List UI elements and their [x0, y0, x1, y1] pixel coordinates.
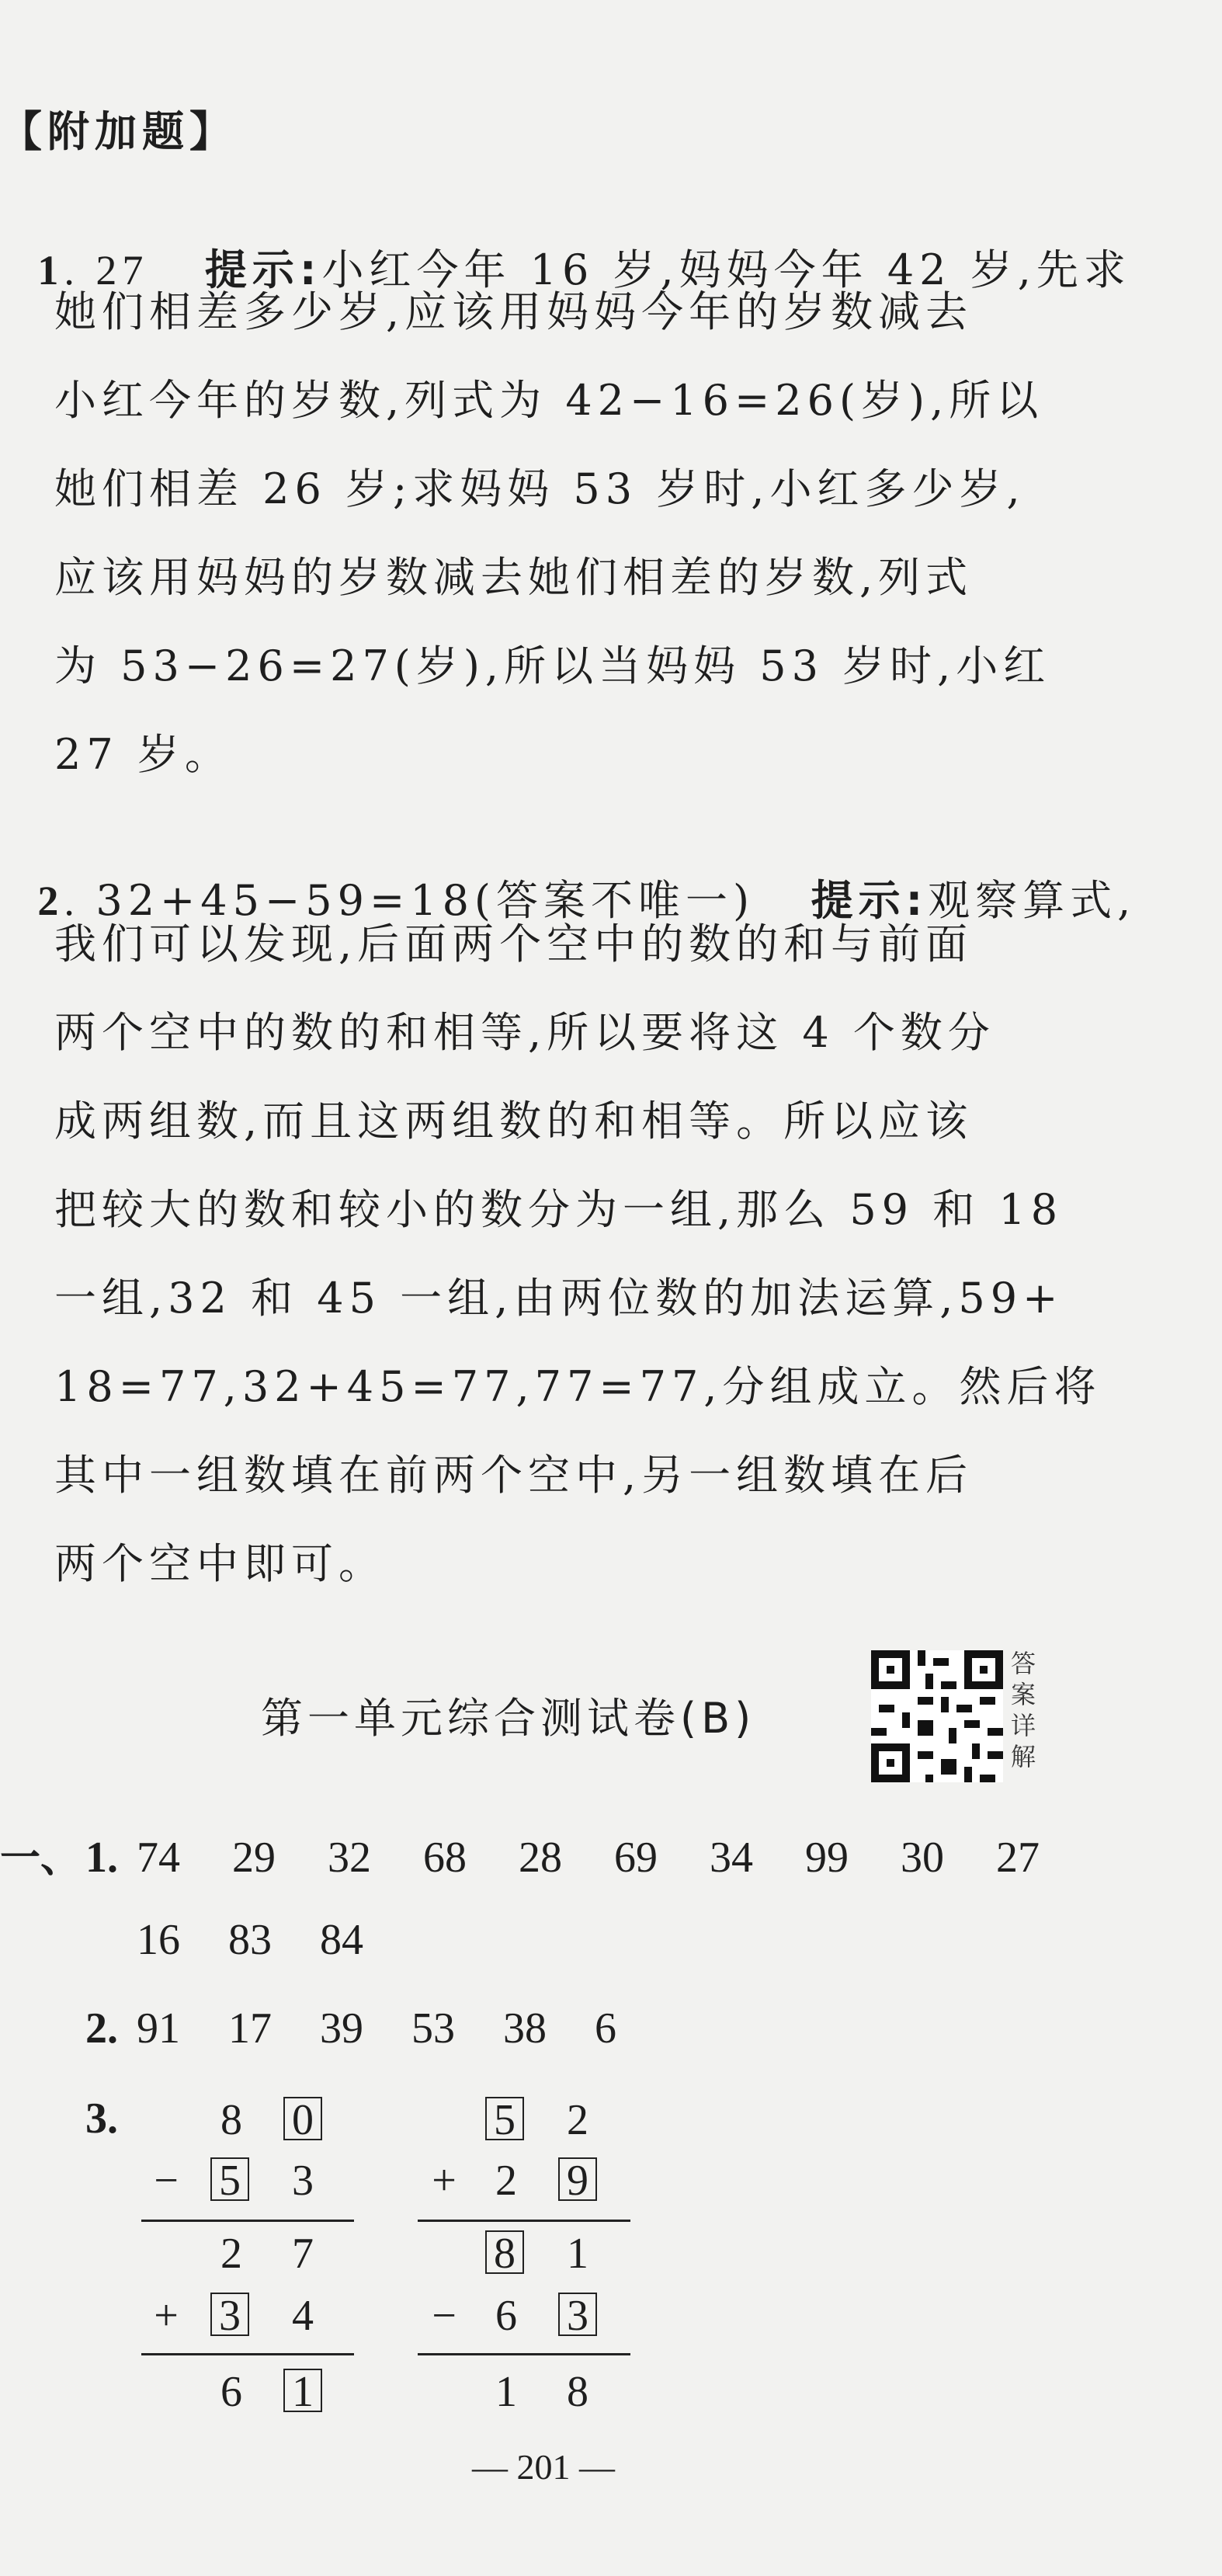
answer-value: 27: [996, 1834, 1040, 1882]
q2-line: 两个空中的数的和相等,所以要将这 4 个数分: [54, 1008, 995, 1057]
calc-cell: 4: [292, 2292, 314, 2340]
q2-line: 18=77,32+45=77,77=77,分组成立。然后将: [54, 1362, 1102, 1411]
calc-cell: 6: [495, 2292, 517, 2340]
calc-cell: 7: [292, 2230, 314, 2278]
part1-label: 一、: [0, 1835, 82, 1882]
q1-number: 1: [37, 247, 64, 294]
answer-value: 74: [137, 1834, 180, 1882]
calc-cell: [483, 2230, 526, 2277]
q2-number: 2: [37, 878, 64, 924]
part1-q1-row2: [137, 1915, 411, 1965]
calc-operator: +: [154, 2292, 179, 2340]
calc-cell: 2: [220, 2230, 242, 2278]
unit-title: 第一单元综合测试卷(B): [261, 1694, 756, 1743]
calc-divider: [418, 2220, 630, 2222]
answer-value: 91: [137, 2004, 180, 2053]
calc-cell: [208, 2157, 252, 2204]
part1-q3-label: [85, 2094, 118, 2143]
calc-cell: [556, 2293, 599, 2339]
answer-box: 0: [283, 2097, 322, 2140]
answer-value: 68: [423, 1834, 467, 1882]
calc-cell: 6: [220, 2368, 242, 2416]
section-heading-extra: 【附加题】: [0, 107, 237, 156]
answer-value: 69: [614, 1834, 658, 1882]
q1-line: 为 53−26=27(岁),所以当妈妈 53 岁时,小红: [54, 641, 1051, 690]
answer-value: 6: [595, 2004, 616, 2053]
calc-cell: 2: [495, 2157, 517, 2205]
answer-box: 9: [558, 2157, 597, 2201]
part1-q2-number: 2.: [85, 2004, 118, 2053]
calc-cell: 8: [220, 2096, 242, 2144]
calc-cell: 1: [567, 2230, 588, 2278]
qr-code[interactable]: [871, 1650, 1003, 1782]
answer-value: 38: [503, 2004, 547, 2053]
calc-divider: [418, 2353, 630, 2355]
calc-operator: −: [154, 2157, 179, 2205]
answer-box: 3: [210, 2293, 249, 2336]
q1-line: 她们相差 26 岁;求妈妈 53 岁时,小红多少岁,: [54, 464, 1026, 513]
answer-value: 53: [411, 2004, 455, 2053]
q2-line: 两个空中即可。: [54, 1539, 386, 1588]
q2-first-line: 2. 32+45−59=18(答案不唯一) 提示:观察算式,: [37, 876, 1137, 925]
part1-q3-number: 3.: [85, 2095, 118, 2143]
answer-box: 8: [485, 2230, 524, 2274]
answer-value: 99: [805, 1834, 849, 1882]
answer-value: 16: [137, 1916, 180, 1964]
calc-operator: +: [432, 2157, 457, 2205]
q2-hint-label: 提示: [811, 876, 906, 925]
q1-line: 27 岁。: [54, 730, 232, 779]
q2-line: 把较大的数和较小的数分为一组,那么 59 和 18: [54, 1185, 1064, 1234]
calc-cell: [483, 2097, 526, 2143]
calc-cell: 2: [567, 2096, 588, 2144]
answer-box: 1: [283, 2369, 322, 2412]
part1-q2-row: [85, 2004, 641, 2053]
q2-line: 成两组数,而且这两组数的和相等。所以应该: [54, 1097, 974, 1145]
answer-value: 17: [228, 2004, 272, 2053]
calc-cell: [556, 2157, 599, 2204]
answer-value: 84: [320, 1916, 363, 1964]
calc-operator: −: [432, 2292, 457, 2340]
q2-line: 一组,32 和 45 一组,由两位数的加法运算,59+: [54, 1274, 1064, 1323]
calc-cell: [208, 2293, 252, 2339]
q2-line: 我们可以发现,后面两个空中的数的和与前面: [54, 920, 974, 968]
q1-hint-label: 提示: [204, 245, 300, 294]
page-number: — 201 —: [472, 2447, 615, 2487]
q1-answer: 27: [95, 247, 149, 294]
part1-q1-row1: [0, 1825, 1087, 1883]
q1-line: 她们相差多少岁,应该用妈妈今年的岁数减去: [54, 287, 974, 336]
q2-line: 其中一组数填在前两个空中,另一组数填在后: [54, 1451, 974, 1500]
answer-box: 5: [210, 2157, 249, 2201]
calc-cell: [281, 2369, 325, 2415]
part1-q1-number: 1.: [85, 1834, 118, 1882]
answer-value: 34: [710, 1834, 753, 1882]
answer-value: 83: [228, 1916, 272, 1964]
answer-box: 5: [485, 2097, 524, 2140]
qr-code-graphic: [871, 1650, 1003, 1782]
q2-line: 观察算式,: [928, 876, 1137, 925]
qr-caption: 答案详解: [1011, 1649, 1036, 1771]
q1-line: 应该用妈妈的岁数减去她们相差的岁数,列式: [54, 553, 974, 602]
answer-value: 32: [328, 1834, 371, 1882]
calc-cell: 3: [292, 2157, 314, 2205]
q1-line: 小红今年 16 岁,妈妈今年 42 岁,先求: [321, 245, 1131, 294]
answer-value: 28: [519, 1834, 562, 1882]
answer-box: 3: [558, 2293, 597, 2336]
q2-answer: 32+45−59=18(答案不唯一): [95, 876, 755, 925]
calc-divider: [141, 2220, 354, 2222]
calc-cell: [281, 2097, 325, 2143]
q1-first-line: 1. 27 提示:小红今年 16 岁,妈妈今年 42 岁,先求: [37, 245, 1131, 294]
answer-value: 29: [232, 1834, 276, 1882]
calc-cell: 8: [567, 2368, 588, 2416]
q1-line: 小红今年的岁数,列式为 42−16=26(岁),所以: [54, 376, 1044, 425]
answer-value: 30: [901, 1834, 944, 1882]
calc-cell: 1: [495, 2368, 517, 2416]
calc-divider: [141, 2353, 354, 2355]
answer-value: 39: [320, 2004, 363, 2053]
